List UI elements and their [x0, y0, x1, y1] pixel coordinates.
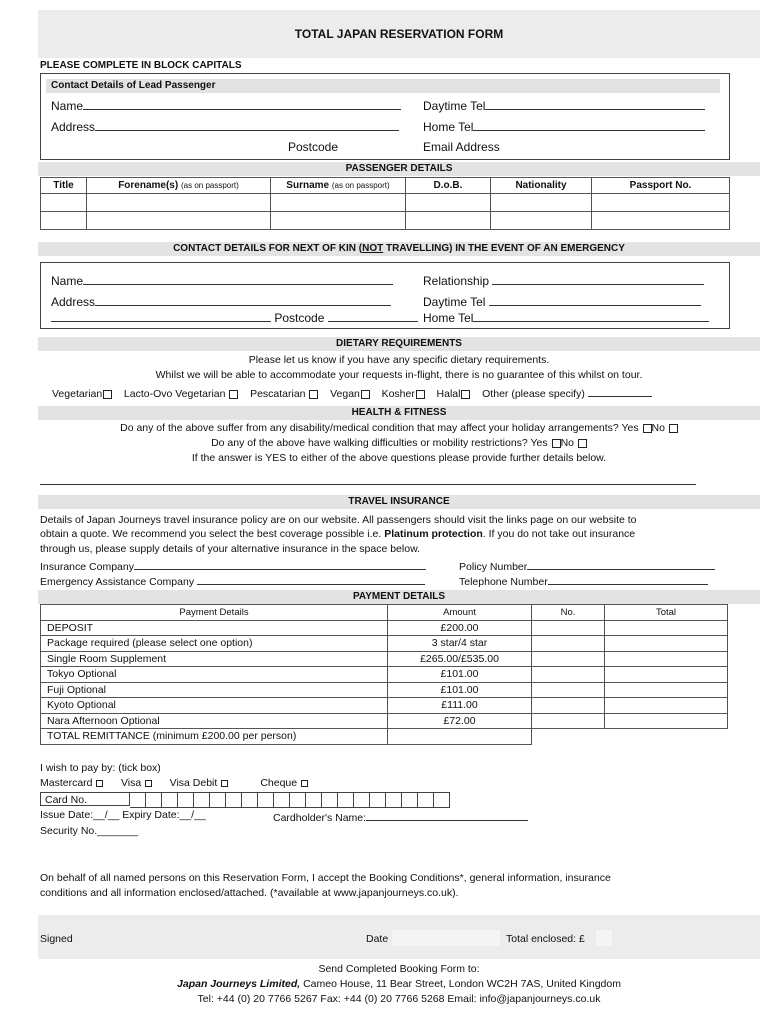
payment-row-total: TOTAL REMITTANCE (minimum £200.00 per person)	[41, 729, 728, 745]
kin-name-label: Name	[51, 274, 84, 288]
passenger-table	[40, 177, 730, 230]
total-cell[interactable]	[605, 620, 728, 636]
col-payment-details: Payment Details	[41, 605, 388, 621]
lead-postcode-label[interactable]: Postcode	[288, 140, 339, 154]
payment-row: Tokyo Optional £101.00	[41, 667, 728, 683]
checkbox-icon	[416, 390, 425, 399]
dietary-option[interactable]: Halal	[437, 388, 471, 400]
checkbox-icon[interactable]	[552, 439, 561, 448]
telephone-number-field[interactable]: Telephone Number	[459, 573, 708, 588]
col-surname: Surname (as on passport)	[271, 178, 406, 194]
dietary-option[interactable]: Vegan	[330, 388, 370, 400]
col-forename: Forename(s) (as on passport)	[87, 178, 271, 194]
col-nationality: Nationality	[491, 178, 592, 194]
kin-address-label: Address	[51, 295, 96, 309]
insurance-heading: TRAVEL INSURANCE	[38, 495, 760, 509]
kin-relationship-label: Relationship	[423, 274, 490, 288]
kin-daytime-tel-field[interactable]	[423, 294, 701, 309]
checkbox-icon	[96, 780, 103, 787]
security-number-field[interactable]: Security No._______	[40, 825, 139, 837]
insurance-para-2: obtain a quote. We recommend you select the best coverage possible i.e. Platinum protection. If you do not take out insurance	[40, 528, 636, 540]
insurance-company-field[interactable]: Insurance Company	[40, 558, 426, 573]
policy-number-field[interactable]: Policy Number	[459, 558, 715, 573]
payment-row: Kyoto Optional £111.00	[41, 698, 728, 714]
dietary-line-2: Whilst we will be able to accommodate your requests in-flight, there is no guarantee of this whilst on tour.	[155, 369, 643, 381]
lead-address-label: Address	[51, 120, 96, 134]
declaration-line-1: On behalf of all named persons on this Reservation Form, I accept the Booking Conditions*, general information, insurance	[40, 872, 611, 884]
health-details-line[interactable]	[40, 484, 696, 485]
card-number-label: Card No.	[40, 792, 130, 806]
checkbox-icon	[309, 390, 318, 399]
checkbox-icon	[361, 390, 370, 399]
total-cell[interactable]	[605, 667, 728, 683]
col-total: Total	[605, 605, 728, 621]
no-cell[interactable]	[532, 620, 605, 636]
emergency-company-field[interactable]: Emergency Assistance Company	[40, 573, 425, 588]
checkbox-icon	[229, 390, 238, 399]
footer-address: Japan Journeys Limited, Cameo House, 11 Bear Street, London WC2H 7AS, United Kingdom	[177, 978, 621, 990]
lead-name-label: Name	[51, 99, 84, 113]
footer-send: Send Completed Booking Form to:	[318, 963, 480, 975]
lead-name-field[interactable]	[51, 98, 401, 113]
passenger-row[interactable]	[41, 194, 730, 212]
insurance-para-1: Details of Japan Journeys travel insurance policy are on our website. All passengers should visit the links page on our website to	[40, 514, 637, 526]
issue-expiry-field[interactable]: Issue Date:__/__ Expiry Date:__/__	[40, 809, 206, 821]
checkbox-icon	[221, 780, 228, 787]
no-cell[interactable]	[532, 682, 605, 698]
pay-method-mastercard[interactable]: Mastercard	[40, 777, 103, 789]
checkbox-icon	[301, 780, 308, 787]
total-cell[interactable]	[605, 636, 728, 652]
total-cell[interactable]	[605, 682, 728, 698]
declaration-line-2: conditions and all information enclosed/attached. (*available at www.japanjourneys.co.uk).	[40, 887, 459, 899]
checkbox-icon[interactable]	[578, 439, 587, 448]
kin-name-field[interactable]	[51, 273, 393, 288]
pay-methods	[40, 777, 308, 789]
signed-field[interactable]: Signed	[40, 933, 73, 945]
form-title-band	[38, 10, 760, 58]
kin-address-field[interactable]	[51, 294, 391, 309]
no-cell[interactable]	[532, 698, 605, 714]
kin-postcode-label: Postcode	[274, 311, 325, 325]
dietary-option[interactable]: Lacto-Ovo Vegetarian	[124, 388, 239, 400]
date-field[interactable]: Date	[366, 933, 389, 945]
kin-postcode-field[interactable]	[51, 310, 418, 325]
pay-by-intro: I wish to pay by: (tick box)	[40, 762, 161, 774]
footer-contact: Tel: +44 (0) 20 7766 5267 Fax: +44 (0) 20 7766 5268 Email: info@japanjourneys.co.uk	[197, 993, 601, 1005]
checkbox-icon	[103, 390, 112, 399]
lead-email-label[interactable]: Email Address	[423, 140, 500, 154]
no-cell[interactable]	[532, 651, 605, 667]
lead-daytime-tel-field[interactable]	[423, 98, 705, 113]
dietary-heading: DIETARY REQUIREMENTS	[38, 337, 760, 351]
col-passport: Passport No.	[592, 178, 730, 194]
block-capitals-note: PLEASE COMPLETE IN BLOCK CAPITALS	[40, 60, 242, 71]
checkbox-icon[interactable]	[643, 424, 652, 433]
lead-home-tel-field[interactable]	[423, 119, 705, 134]
payment-row: Package required (please select one option) 3 star/4 star	[41, 636, 728, 652]
payment-row: Nara Afternoon Optional £72.00	[41, 713, 728, 729]
checkbox-icon	[461, 390, 470, 399]
lead-home-tel-label: Home Tel	[423, 120, 474, 134]
payment-heading: PAYMENT DETAILS	[38, 590, 760, 604]
total-cell[interactable]	[605, 698, 728, 714]
health-note: If the answer is YES to either of the above questions please provide further details below.	[191, 452, 607, 464]
dietary-option[interactable]: Vegetarian	[52, 388, 112, 400]
total-enclosed-field[interactable]: Total enclosed: £	[506, 933, 585, 945]
next-of-kin-heading: CONTACT DETAILS FOR NEXT OF KIN (NOT TRAVELLING) IN THE EVENT OF AN EMERGENCY	[38, 242, 760, 256]
payment-table	[40, 604, 728, 745]
total-cell[interactable]	[605, 713, 728, 729]
lead-passenger-heading: Contact Details of Lead Passenger	[46, 79, 720, 93]
health-question-2: Do any of the above have walking difficulties or mobility restrictions? Yes No	[38, 437, 760, 449]
health-question-1: Do any of the above suffer from any disability/medical condition that may affect your holiday arrangements? Yes No	[38, 422, 760, 434]
payment-row: DEPOSIT £200.00	[41, 620, 728, 636]
col-no: No.	[532, 605, 605, 621]
insurance-para-3: through us, please supply details of your alternative insurance in the space below.	[40, 543, 420, 555]
no-cell[interactable]	[532, 667, 605, 683]
health-heading: HEALTH & FITNESS	[38, 406, 760, 420]
col-dob: D.o.B.	[406, 178, 491, 194]
passenger-details-heading: PASSENGER DETAILS	[38, 162, 760, 176]
dietary-line-1: Please let us know if you have any specific dietary requirements.	[248, 354, 550, 366]
passenger-table-header	[41, 178, 730, 194]
checkbox-icon	[145, 780, 152, 787]
payment-table-header	[41, 605, 728, 621]
passenger-row[interactable]	[41, 212, 730, 230]
cardholder-name-field[interactable]: Cardholder's Name:	[273, 809, 528, 824]
col-amount: Amount	[388, 605, 532, 621]
pay-method-visa-debit[interactable]: Visa Debit	[170, 777, 229, 789]
no-cell[interactable]	[532, 713, 605, 729]
dietary-other-field[interactable]: Other (please specify)	[482, 388, 652, 400]
dietary-option[interactable]: Kosher	[382, 388, 425, 400]
card-number-field[interactable]	[40, 792, 450, 807]
dietary-options	[52, 385, 652, 400]
dietary-option[interactable]: Pescatarian	[250, 388, 318, 400]
lead-address-field[interactable]	[51, 119, 399, 134]
lead-daytime-tel-label: Daytime Tel	[423, 99, 486, 113]
checkbox-icon[interactable]	[669, 424, 678, 433]
total-cell[interactable]	[605, 651, 728, 667]
no-cell[interactable]	[532, 636, 605, 652]
total-input-box[interactable]	[596, 930, 612, 946]
date-input-box[interactable]	[392, 930, 500, 946]
kin-relationship-field[interactable]	[423, 273, 704, 288]
kin-home-tel-label: Home Tel	[423, 311, 474, 325]
pay-method-visa[interactable]: Visa	[121, 777, 152, 789]
payment-row: Fuji Optional £101.00	[41, 682, 728, 698]
form-title: TOTAL JAPAN RESERVATION FORM	[294, 27, 504, 41]
kin-daytime-tel-label: Daytime Tel	[423, 295, 486, 309]
kin-home-tel-field[interactable]	[423, 310, 709, 325]
col-title: Title	[41, 178, 87, 194]
payment-row: Single Room Supplement £265.00/£535.00	[41, 651, 728, 667]
pay-method-cheque[interactable]: Cheque	[260, 777, 308, 789]
